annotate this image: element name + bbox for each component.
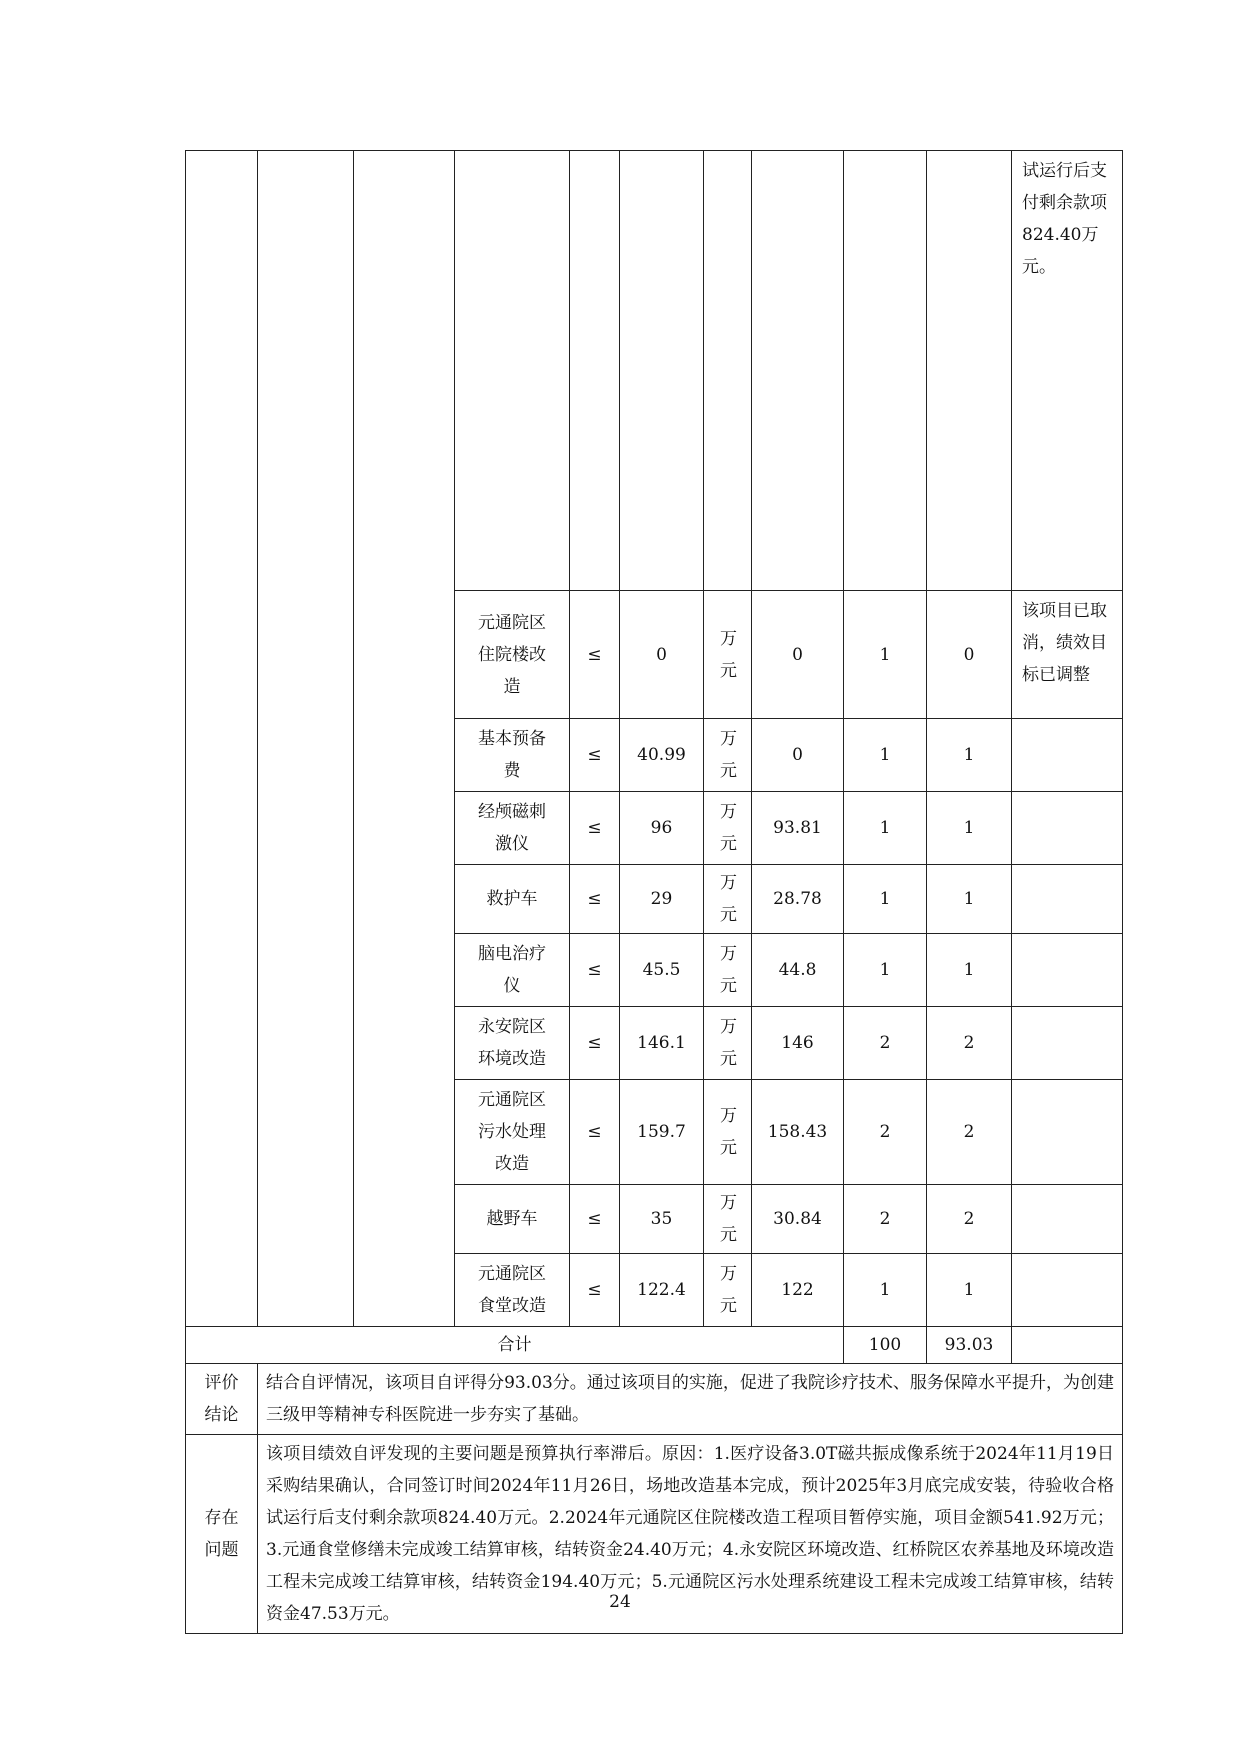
note-cell: [1012, 719, 1123, 792]
score-cell: 2: [927, 1185, 1012, 1254]
conclusion-label: 评价结论: [186, 1364, 258, 1435]
performance-table: [185, 150, 1123, 1634]
note-cell: [1012, 1185, 1123, 1254]
conclusion-text: 结合自评情况，该项目自评得分93.03分。通过该项目的实施，促进了我院诊疗技术、服务保障水平提升，为创建三级甲等精神专科医院进一步夯实了基础。: [258, 1364, 1123, 1435]
note-cell: 试运行后支付剩余款项824.40万元。: [1012, 151, 1123, 591]
weight-cell: 1: [844, 1254, 927, 1327]
item-cell: 元通院区污水处理改造: [455, 1080, 570, 1185]
weight-cell: 2: [844, 1185, 927, 1254]
note-cell: [1012, 865, 1123, 934]
target-cell: 45.5: [620, 934, 704, 1007]
continued-row: [186, 151, 1123, 591]
note-cell: 该项目已取消，绩效目标已调整: [1012, 591, 1123, 719]
category-cell-3: [354, 151, 455, 1327]
actual-cell: [752, 151, 844, 591]
op-cell: ≤: [570, 934, 620, 1007]
weight-cell: 1: [844, 719, 927, 792]
op-cell: ≤: [570, 865, 620, 934]
target-cell: 159.7: [620, 1080, 704, 1185]
score-cell: 2: [927, 1007, 1012, 1080]
target-cell: 29: [620, 865, 704, 934]
category-cell-2: [258, 151, 354, 1327]
actual-cell: 44.8: [752, 934, 844, 1007]
actual-cell: 28.78: [752, 865, 844, 934]
actual-cell: 0: [752, 591, 844, 719]
total-score: 93.03: [927, 1327, 1012, 1364]
unit-cell: 万元: [704, 1080, 752, 1185]
score-cell: 0: [927, 591, 1012, 719]
target-cell: 0: [620, 591, 704, 719]
actual-cell: 146: [752, 1007, 844, 1080]
item-cell: [455, 151, 570, 591]
op-cell: ≤: [570, 719, 620, 792]
note-cell: [1012, 1007, 1123, 1080]
conclusion-row: [186, 1364, 1123, 1435]
unit-cell: 万元: [704, 591, 752, 719]
op-cell: ≤: [570, 591, 620, 719]
weight-cell: 2: [844, 1080, 927, 1185]
unit-cell: 万元: [704, 934, 752, 1007]
unit-cell: 万元: [704, 719, 752, 792]
target-cell: 146.1: [620, 1007, 704, 1080]
score-cell: 2: [927, 1080, 1012, 1185]
item-cell: 经颅磁刺激仪: [455, 792, 570, 865]
weight-cell: 1: [844, 865, 927, 934]
weight-cell: 1: [844, 934, 927, 1007]
op-cell: [570, 151, 620, 591]
unit-cell: 万元: [704, 1185, 752, 1254]
op-cell: ≤: [570, 1254, 620, 1327]
note-cell: [1012, 792, 1123, 865]
note-cell: [1012, 934, 1123, 1007]
note-cell: [1012, 1254, 1123, 1327]
total-weight: 100: [844, 1327, 927, 1364]
actual-cell: 0: [752, 719, 844, 792]
total-row: [186, 1327, 1123, 1364]
op-cell: ≤: [570, 1080, 620, 1185]
weight-cell: 1: [844, 591, 927, 719]
unit-cell: [704, 151, 752, 591]
unit-cell: 万元: [704, 865, 752, 934]
score-cell: 1: [927, 792, 1012, 865]
unit-cell: 万元: [704, 792, 752, 865]
target-cell: 35: [620, 1185, 704, 1254]
item-cell: 元通院区食堂改造: [455, 1254, 570, 1327]
weight-cell: 2: [844, 1007, 927, 1080]
actual-cell: 30.84: [752, 1185, 844, 1254]
target-cell: 40.99: [620, 719, 704, 792]
op-cell: ≤: [570, 1007, 620, 1080]
total-label: 合计: [186, 1327, 844, 1364]
category-cell-1: [186, 151, 258, 1327]
actual-cell: 122: [752, 1254, 844, 1327]
weight-cell: [844, 151, 927, 591]
page-number: 24: [609, 1592, 631, 1612]
item-cell: 元通院区住院楼改造: [455, 591, 570, 719]
item-cell: 脑电治疗仪: [455, 934, 570, 1007]
item-cell: 救护车: [455, 865, 570, 934]
unit-cell: 万元: [704, 1007, 752, 1080]
score-cell: 1: [927, 865, 1012, 934]
problems-text: 该项目绩效自评发现的主要问题是预算执行率滞后。原因：1.医疗设备3.0T磁共振成像系统于2024年11月19日采购结果确认，合同签订时间2024年11月26日，场地改造基本完成，预计2025年3月底完成安装，待验收合格试运行后支付剩余款项824.40万元。2.2024年元通院区住院楼改造工程项目暂停实施，项目金额541.92万元；3.元通食堂修缮未完成竣工结算审核，结转资金24.40万元；4.永安院区环境改造、红桥院区农养基地及环境改造工程未完成竣工结算审核，结转资金194.40万元；5.元通院区污水处理系统建设工程未完成竣工结算审核，结转资金47.53万元。: [258, 1435, 1123, 1634]
target-cell: 96: [620, 792, 704, 865]
score-cell: 1: [927, 719, 1012, 792]
problems-label: 存在问题: [186, 1435, 258, 1634]
item-cell: 越野车: [455, 1185, 570, 1254]
unit-cell: 万元: [704, 1254, 752, 1327]
score-cell: [927, 151, 1012, 591]
total-note: [1012, 1327, 1123, 1364]
item-cell: 永安院区环境改造: [455, 1007, 570, 1080]
score-cell: 1: [927, 934, 1012, 1007]
target-cell: 122.4: [620, 1254, 704, 1327]
actual-cell: 158.43: [752, 1080, 844, 1185]
op-cell: ≤: [570, 1185, 620, 1254]
op-cell: ≤: [570, 792, 620, 865]
target-cell: [620, 151, 704, 591]
score-cell: 1: [927, 1254, 1012, 1327]
item-cell: 基本预备费: [455, 719, 570, 792]
note-cell: [1012, 1080, 1123, 1185]
actual-cell: 93.81: [752, 792, 844, 865]
weight-cell: 1: [844, 792, 927, 865]
